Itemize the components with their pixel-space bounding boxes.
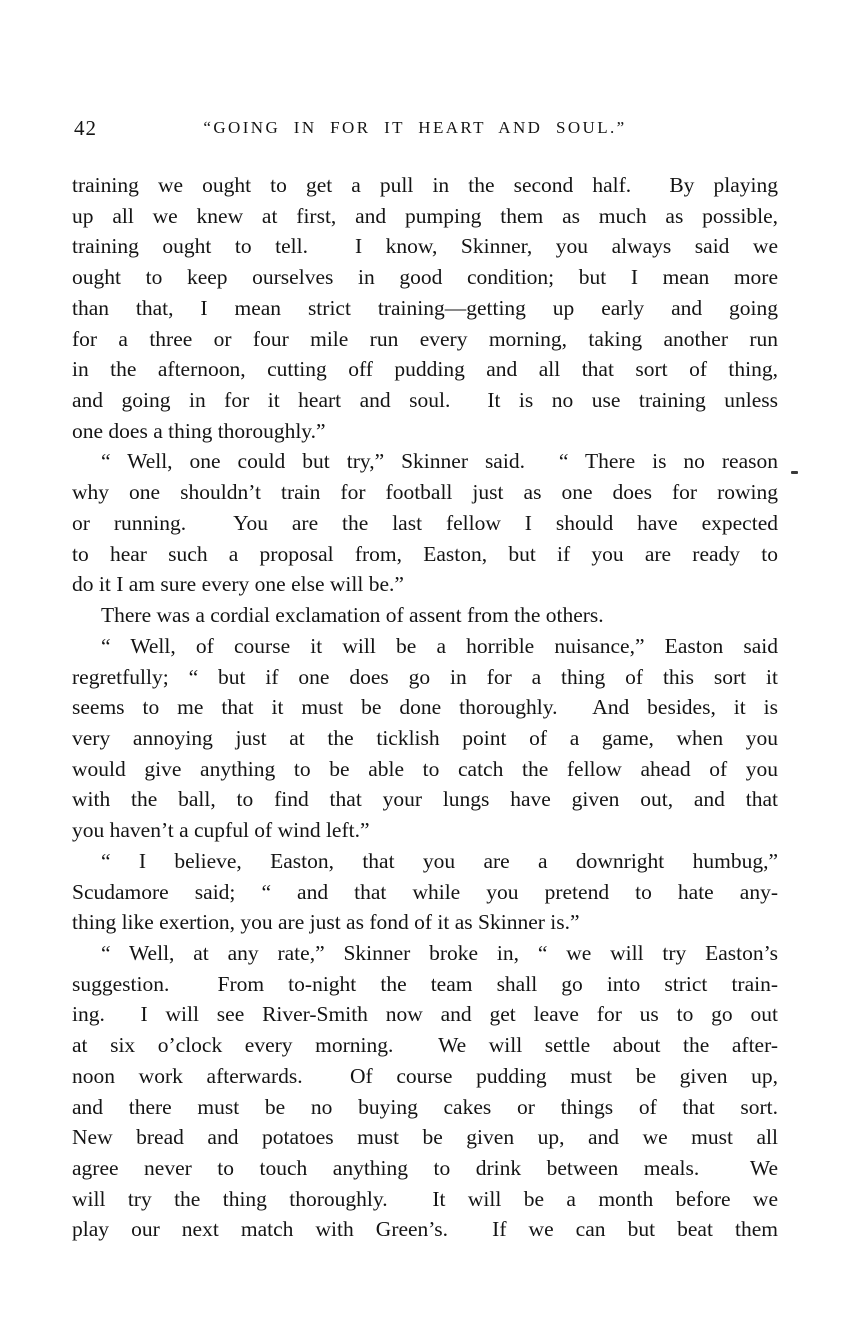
text-line: play our next match with Green’s. If we can but beat them [72,1217,778,1242]
text-line: in the afternoon, cutting off pudding and all that sort of thing, [72,357,778,382]
text-line: training ought to tell. I know, Skinner, you always said we [72,234,778,259]
text-line: regretfully; “ but if one does go in for a thing of this sort it [72,664,778,689]
text-line: at six o’clock every morning. We will settle about the after- [72,1033,778,1058]
text-line: will try the thing thoroughly. It will be a month before we [72,1186,778,1211]
text-line: for a three or four mile run every morning, taking another run [72,326,778,351]
page-number: 42 [74,116,97,140]
text-line: to hear such a proposal from, Easton, but if you are ready to [72,541,778,566]
text-line: with the ball, to find that your lungs have given out, and that [72,787,778,812]
text-line: ought to keep ourselves in good condition; but I mean more [72,265,778,290]
text-line: “ Well, at any rate,” Skinner broke in, “ we will try Easton’s [101,940,778,965]
text-line: suggestion. From to-night the team shall go into strict train- [72,971,778,996]
text-line: “ Well, of course it will be a horrible nuisance,” Easton said [101,633,778,658]
scan-artifact-mark [791,471,798,474]
running-title: “GOING IN FOR IT HEART AND SOUL.” [203,118,627,137]
text-line: Scudamore said; “ and that while you pretend to hate any- [72,879,778,904]
running-head [72,116,778,142]
text-line: seems to me that it must be done thoroughly. And besides, it is [72,695,778,720]
text-line: you haven’t a cupful of wind left.” [72,818,370,843]
text-line: or running. You are the last fellow I should have expected [72,510,778,535]
text-line: training we ought to get a pull in the second half. By playing [72,173,778,197]
text-line: than that, I mean strict training—getting up early and going [72,295,778,320]
text-line: thing like exertion, you are just as fond of it as Skinner is.” [72,910,580,935]
text-line: “ I believe, Easton, that you are a downright humbug,” [101,848,778,873]
text-block [72,170,778,1245]
text-line: very annoying just at the ticklish point of a game, when you [72,725,778,750]
text-line: “ Well, one could but try,” Skinner said. “ There is no reason [101,449,778,474]
text-line: do it I am sure every one else will be.” [72,572,404,597]
text-line: noon work afterwards. Of course pudding must be given up, [72,1063,778,1088]
text-line: New bread and potatoes must be given up, and we must all [72,1125,778,1150]
text-line: up all we knew at first, and pumping them as much as possible, [72,203,778,228]
text-line: would give anything to be able to catch the fellow ahead of you [72,756,778,781]
text-line: one does a thing thoroughly.” [72,418,326,443]
text-line: and there must be no buying cakes or things of that sort. [72,1094,778,1119]
text-line: why one shouldn’t train for football just as one does for rowing [72,480,778,505]
text-line: ing. I will see River-Smith now and get leave for us to go out [72,1002,778,1027]
text-line: There was a cordial exclamation of assent from the others. [101,603,604,628]
text-line: agree never to touch anything to drink between meals. We [72,1156,778,1180]
text-line: and going in for it heart and soul. It is no use training unless [72,388,778,413]
